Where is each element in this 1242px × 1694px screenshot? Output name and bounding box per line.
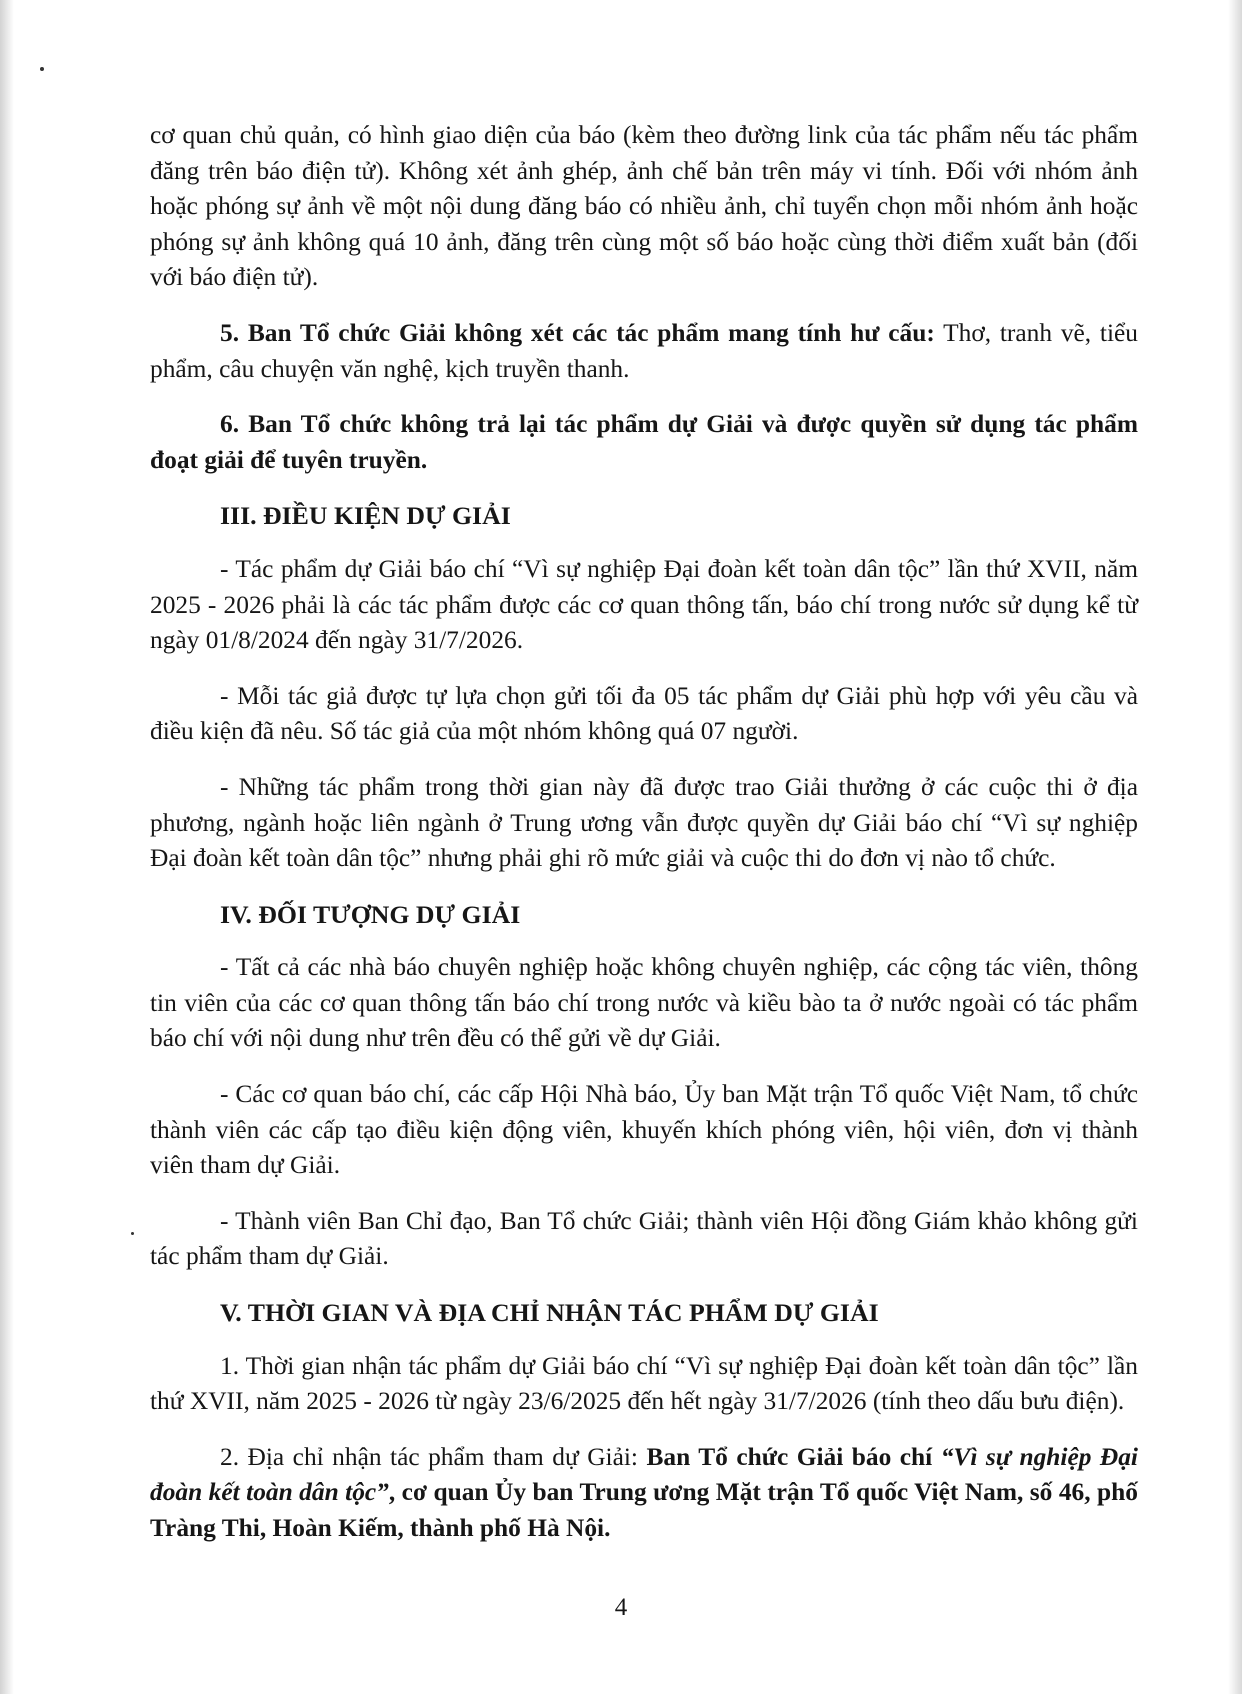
item-6-paragraph: 6. Ban Tổ chức không trả lại tác phẩm dự Giải và được quyền sử dụng tác phẩm đoạt giải để tuyên truyền. bbox=[150, 410, 1138, 474]
item-5-paragraph bbox=[150, 316, 1138, 387]
page-number: 4 bbox=[614, 1594, 628, 1621]
section-3-paragraph: - Tác phẩm dự Giải báo chí “Vì sự nghiệp Đại đoàn kết toàn dân tộc” lần thứ XVII, năm 2025 - 2026 phải là các tác phẩm được các cơ quan thông tấn, báo chí trong nước sử dụng kể từ ngày 01/8/2024 đến ngày 31/7/2026. bbox=[150, 554, 1138, 655]
section-5-item-2 bbox=[150, 1440, 1138, 1547]
section-4-paragraph: - Thành viên Ban Chỉ đạo, Ban Tổ chức Giải; thành viên Hội đồng Giám khảo không gửi tác phẩm tham dự Giải. bbox=[150, 1206, 1138, 1271]
section-3-paragraph: - Những tác phẩm trong thời gian này đã được trao Giải thưởng ở các cuộc thi ở địa phương, ngành hoặc liên ngành ở Trung ương vẫn được quyền dự Giải báo chí “Vì sự nghiệp Đại đoàn kết toàn dân tộc” nhưng phải ghi rõ mức giải và cuộc thi do đơn vị nào tổ chức. bbox=[150, 772, 1138, 873]
section-4-paragraph: - Tất cả các nhà báo chuyên nghiệp hoặc không chuyên nghiệp, các cộng tác viên, thông tin viên của các cơ quan thông tấn báo chí trong nước và kiều bào ta ở nước ngoài có tác phẩm báo chí với nội dung như trên đều có thể gửi về dự Giải. bbox=[150, 953, 1138, 1053]
section-5-heading: V. THỜI GIAN VÀ ĐỊA CHỈ NHẬN TÁC PHẨM DỰ GIẢI bbox=[220, 1298, 879, 1328]
scan-speck bbox=[131, 1232, 134, 1235]
section-3-heading: III. ĐIỀU KIỆN DỰ GIẢI bbox=[220, 501, 511, 531]
scan-edge-right bbox=[1228, 0, 1242, 1694]
section-3-paragraph: - Mỗi tác giả được tự lựa chọn gửi tối đa 05 tác phẩm dự Giải phù hợp với yêu cầu và điều kiện đã nêu. Số tác giả của một nhóm không quá 07 người. bbox=[150, 681, 1138, 746]
section-5-item-1: 1. Thời gian nhận tác phẩm dự Giải báo chí “Vì sự nghiệp Đại đoàn kết toàn dân tộc” lần thứ XVII, năm 2025 - 2026 từ ngày 23/6/2025 đến hết ngày 31/7/2026 (tính theo dấu bưu điện). bbox=[150, 1351, 1138, 1416]
section-4-paragraph: - Các cơ quan báo chí, các cấp Hội Nhà báo, Ủy ban Mặt trận Tổ quốc Việt Nam, tổ chức thành viên các cấp tạo điều kiện động viên, khuyến khích phóng viên, hội viên, đơn vị thành viên tham dự Giải. bbox=[150, 1080, 1138, 1180]
scan-speck bbox=[40, 67, 44, 71]
award-name: “Vì sự nghiệp Đại đoàn kết toàn dân tộc” bbox=[150, 1442, 1138, 1507]
item-5-rest: Thơ, tranh vẽ, tiểu phẩm, câu chuyện văn nghệ, kịch truyền thanh. bbox=[150, 318, 1138, 383]
address-text: , cơ quan Ủy ban Trung ương Mặt trận Tổ quốc Việt Nam, số 46, phố Tràng Thi, Hoàn Kiếm, thành phố Hà Nội. bbox=[150, 1478, 1138, 1542]
section-4-heading: IV. ĐỐI TƯỢNG DỰ GIẢI bbox=[220, 899, 521, 929]
scan-edge-left bbox=[0, 0, 14, 1694]
address-prefix: 2. Địa chỉ nhận tác phẩm tham dự Giải: bbox=[220, 1442, 647, 1471]
item-5-bold-lead: 5. Ban Tổ chức Giải không xét các tác phẩm mang tính hư cấu: bbox=[220, 318, 935, 347]
organizer-name: Ban Tổ chức Giải báo chí bbox=[646, 1442, 941, 1471]
document-page bbox=[150, 118, 1138, 1547]
continuation-paragraph: cơ quan chủ quản, có hình giao diện của báo (kèm theo đường link của tác phẩm nếu tác phẩm đăng trên báo điện tử). Không xét ảnh ghép, ảnh chế bản trên máy vi tính. Đối với nhóm ảnh hoặc phóng sự ảnh về một nội dung đăng báo có nhiều ảnh, chỉ tuyển chọn mỗi nhóm ảnh hoặc phóng sự ảnh không quá 10 ảnh, đăng trên cùng một số báo hoặc cùng thời điểm xuất bản (đối với báo điện tử). bbox=[150, 121, 1138, 292]
